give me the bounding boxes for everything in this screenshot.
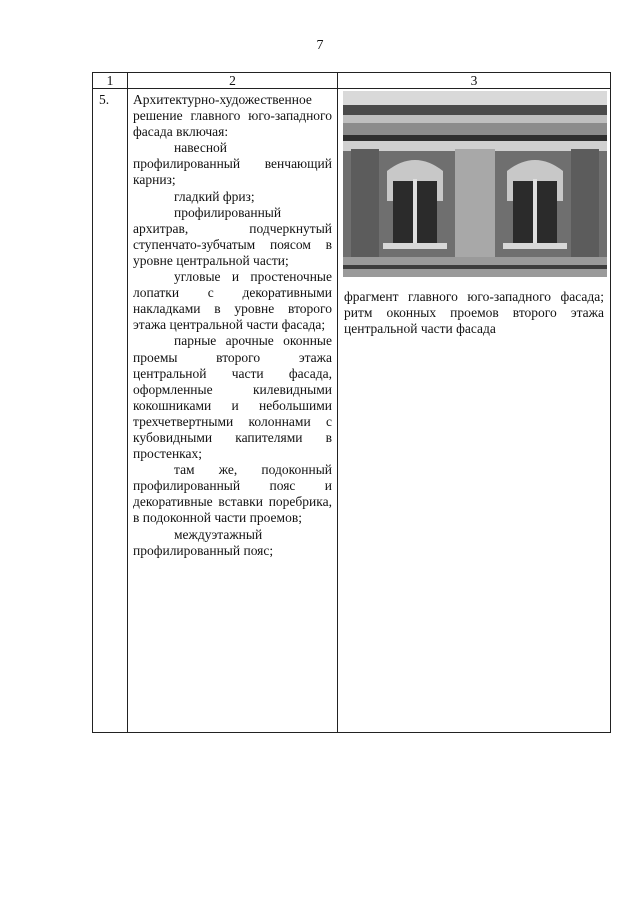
- description-paragraph: навесной профилированный венчающий карниз;: [133, 140, 332, 188]
- description-cell: [128, 89, 338, 733]
- facade-photo: [343, 91, 607, 277]
- description-paragraph: Архитектурно-художественное решение главного юго-западного фасада включая:: [133, 92, 332, 140]
- photo-cell: [338, 89, 611, 733]
- description-paragraph: междуэтажный профилированный пояс;: [133, 526, 274, 558]
- description-paragraph: гладкий фриз;: [174, 188, 255, 204]
- table-row: [93, 89, 611, 733]
- page-number: 7: [316, 38, 324, 53]
- header-col-3: 3: [338, 73, 611, 89]
- description-paragraph: профилированный архитрав, подчеркнутый ступенчато-зубчатым поясом в уровне центральной части;: [133, 204, 332, 268]
- header-col-2: 2: [128, 73, 338, 89]
- description-paragraph: угловые и простеночные лопатки с декоративными накладками в уровне второго этажа центральной части фасада;: [133, 269, 332, 333]
- photo-caption: фрагмент главного юго-западного фасада; ритм оконных проемов второго этажа центральной части фасада: [344, 289, 604, 337]
- description-paragraph: там же, подоконный профилированный пояс и декоративные вставки поребрика, в подоконной части проемов;: [133, 462, 332, 526]
- header-col-1: 1: [93, 73, 128, 89]
- row-number: 5.: [93, 89, 128, 733]
- header-row: [93, 73, 611, 89]
- monument-table: [92, 72, 611, 733]
- description-paragraph: парные арочные оконные проемы второго этажа центральной части фасада, оформленные килевидными кокошниками и небольшими трехчетвертными колоннами с кубовидными капителями в простенках;: [133, 333, 332, 462]
